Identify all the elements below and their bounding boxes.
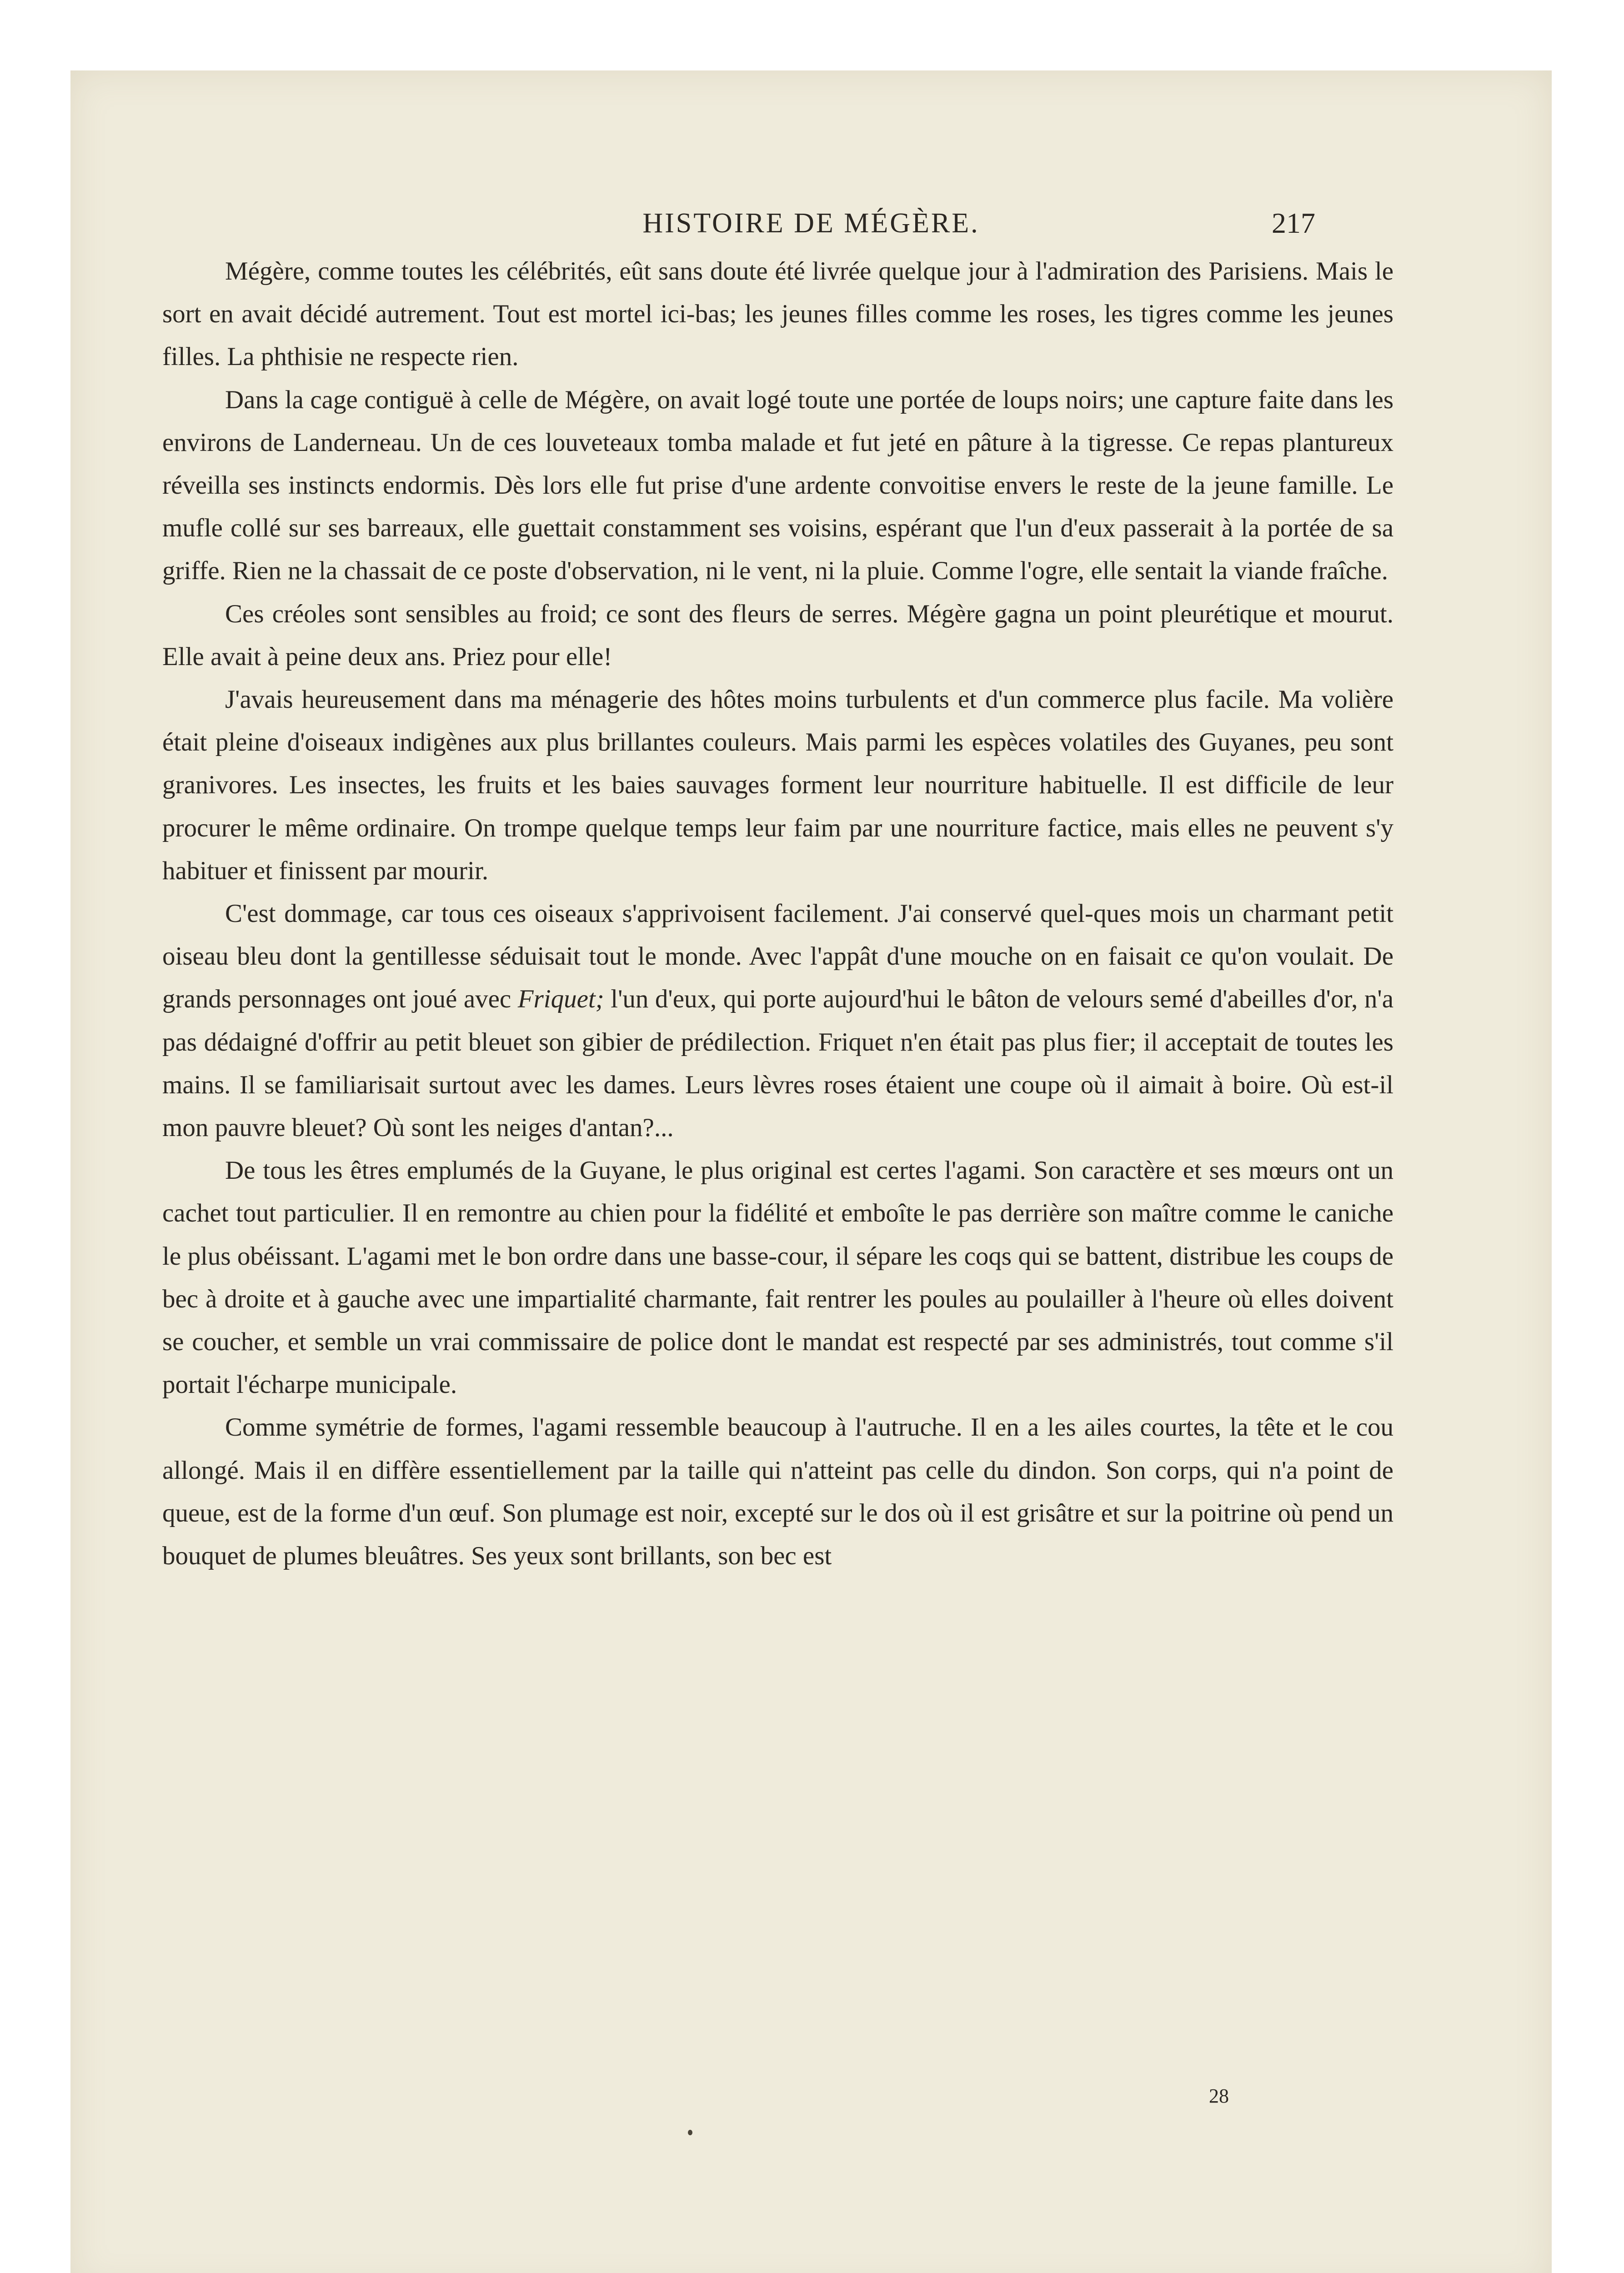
paragraph [162,678,1393,892]
paragraph-text: Ces créoles sont sensibles au froid; ce sont des fleurs de serres. Mégère gagna un point pleurétique et mourut. Elle avait à peine deux ans. Priez pour elle! [162,599,1393,671]
paragraph-text: l'un d'eux, qui porte aujourd'hui le bâton de velours semé d'abeilles d'or, n'a pas dédaigné d'offrir au petit bleuet son gibier de prédilection. Friquet n'en était pas plus fier; il acceptait de toutes les mains. Il se familiarisait surtout avec les dames. Leurs lèvres roses étaient une coupe où il aimait à boire. Où est-il mon pauvre bleuet? Où sont les neiges d'antan?... [162,985,1393,1142]
body-text [162,250,1393,2096]
paragraph-text: Comme symétrie de formes, l'agami ressemble beaucoup à l'autruche. Il en a les ailes courtes, la tête et le cou allongé. Mais il en diffère essentiellement par la taille qui n'atteint pas celle du dindon. Son corps, qui n'a point de queue, est de la forme d'un œuf. Son plumage est noir, excepté sur le dos où il est grisâtre et sur la poitrine où pend un bouquet de plumes bleuâtres. Ses yeux sont brillants, son bec est [162,1413,1393,1571]
paragraph-text: De tous les êtres emplumés de la Guyane, le plus original est certes l'agami. Son caractère et ses mœurs ont un cachet tout particulier. Il en remontre au chien pour la fidélité et emboîte le pas derrière son maître comme le caniche le plus obéissant. L'agami met le bon ordre dans une basse-cour, il sépare les coqs qui se battent, distribue les coups de bec à droite et à gauche avec une impartialité charmante, fait rentrer les poules au poulailler à l'heure où elles doivent se coucher, et semble un vrai commissaire de police dont le mandat est respecté par ses administrés, tout comme s'il portait l'écharpe municipale. [162,1156,1393,1399]
running-head: HISTOIRE DE MÉGÈRE. [642,208,980,239]
ink-speck [688,2130,692,2135]
paragraph-text: Mégère, comme toutes les célébrités, eût sans doute été livrée quelque jour à l'admiration des Parisiens. Mais le sort en avait décidé autrement. Tout est mortel ici-bas; les jeunes filles comme les roses, les tigres comme les jeunes filles. La phthisie ne respecte rien. [162,257,1393,371]
signature-mark: 28 [1209,2085,1229,2107]
paragraph-text: C'est dommage, car tous ces oiseaux s'apprivoisent facilement. J'ai conservé quel-ques mois un charmant petit oiseau bleu dont la gentillesse séduisait tout le monde. Avec l'appât d'une mouche on en faisait ce qu'on voulait. De grands personnages ont joué avec [162,899,1393,1014]
page-header [70,205,1552,241]
paragraph [162,250,1393,379]
paragraph [162,1406,1393,1577]
italic-name: Friquet; [517,985,604,1014]
paragraph [162,379,1393,593]
paragraph [162,1149,1393,1406]
paragraph [162,892,1393,1149]
paragraph-text: J'avais heureusement dans ma ménagerie des hôtes moins turbulents et d'un commerce plus facile. Ma volière était pleine d'oiseaux indigènes aux plus brillantes couleurs. Mais parmi les espèces volatiles des Guyanes, peu sont granivores. Les insectes, les fruits et les baies sauvages forment leur nourriture habituelle. Il est difficile de leur procurer le même ordinaire. On trompe quelque temps leur faim par une nourriture factice, mais elles ne peuvent s'y habituer et finissent par mourir. [162,685,1393,885]
paragraph-text: Dans la cage contiguë à celle de Mégère, on avait logé toute une portée de loups noirs; une capture faite dans les environs de Landerneau. Un de ces louveteaux tomba malade et fut jeté en pâture à la tigresse. Ce repas plantureux réveilla ses instincts endormis. Dès lors elle fut prise d'une ardente convoitise envers le reste de la jeune famille. Le mufle collé sur ses barreaux, elle guettait constamment ses voisins, espérant que l'un d'eux passerait à la portée de sa griffe. Rien ne la chassait de ce poste d'observation, ni le vent, ni la pluie. Comme l'ogre, elle sentait la viande fraîche. [162,385,1393,586]
page-number: 217 [1272,207,1315,239]
paragraph [162,593,1393,678]
book-page [70,70,1552,2273]
